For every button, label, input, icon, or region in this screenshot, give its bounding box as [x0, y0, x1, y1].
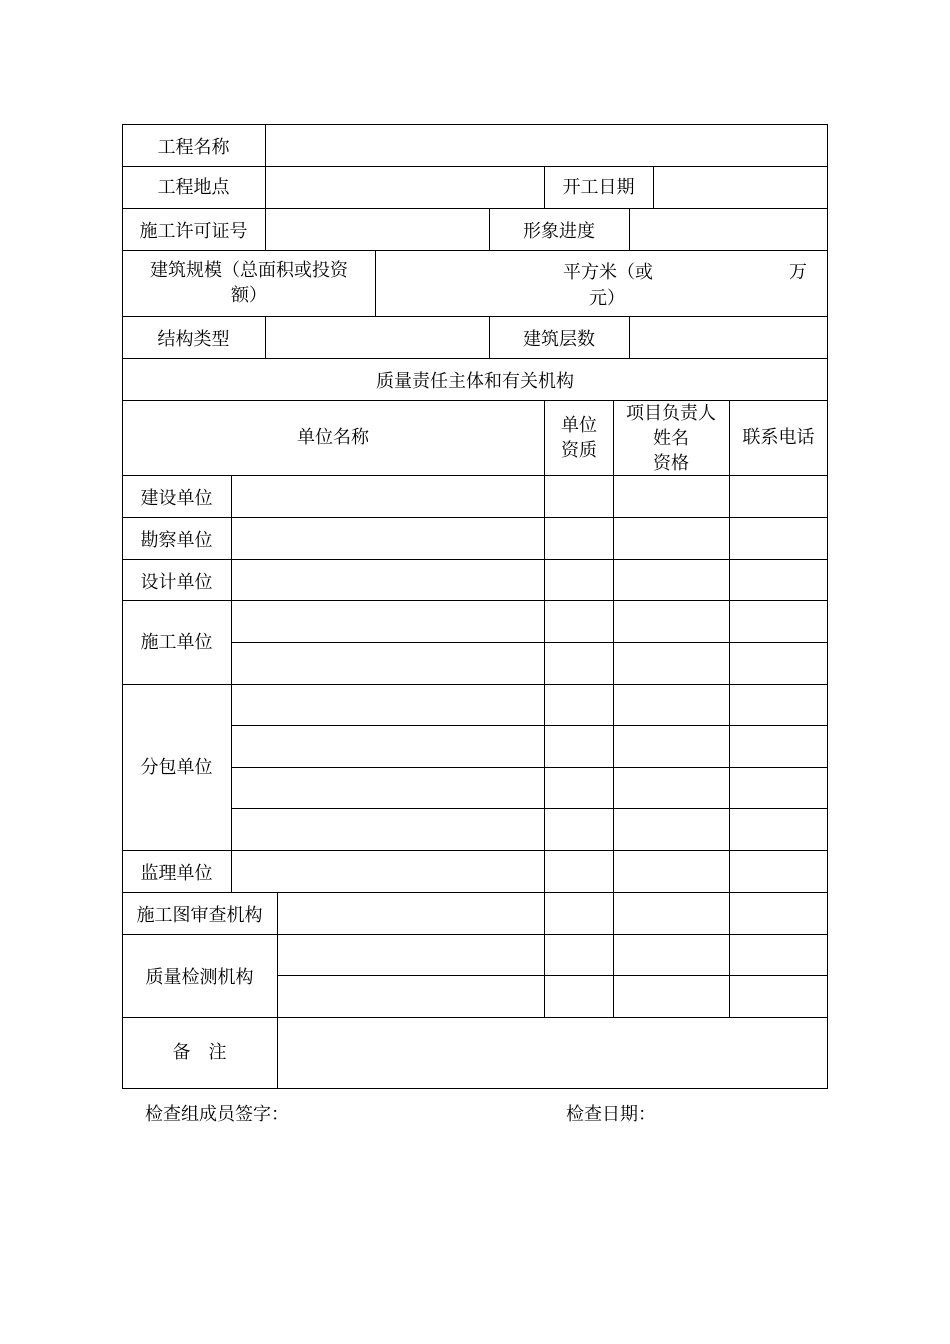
- section-title: 质量责任主体和有关机构: [376, 370, 574, 392]
- table-line: [265, 124, 266, 250]
- start-date-label: 开工日期: [562, 176, 635, 198]
- inspection-date-label: 检查日期：: [566, 1104, 656, 1125]
- header-leader-line1: 项目负责人: [626, 402, 716, 424]
- row-construction-label: 施工单位: [140, 631, 213, 653]
- progress-label: 形象进度: [523, 220, 595, 242]
- inspection-form: [122, 124, 828, 1089]
- table-line: [629, 316, 630, 358]
- table-line: [613, 400, 614, 1017]
- scale-unit-wan: 万: [789, 262, 807, 283]
- row-owner-label: 建设单位: [140, 487, 213, 509]
- table-line: [375, 250, 376, 316]
- header-unit-name: 单位名称: [297, 427, 369, 448]
- header-phone: 联系电话: [742, 427, 815, 448]
- table-line: [729, 400, 730, 1017]
- table-line: [544, 400, 545, 1017]
- table-line: [231, 642, 828, 643]
- project-name-label: 工程名称: [157, 136, 230, 158]
- table-line: [122, 1088, 828, 1089]
- table-line: [231, 475, 232, 892]
- header-leader-line3: 资格: [653, 453, 689, 474]
- table-line: [231, 725, 828, 726]
- table-line: [629, 208, 630, 250]
- header-leader-line2: 姓名: [653, 428, 689, 449]
- row-design-label: 设计单位: [140, 571, 213, 593]
- signature-label: 检查组成员签字：: [145, 1104, 289, 1125]
- table-line: [827, 124, 828, 1089]
- row-remarks-label: 备 注: [172, 1042, 227, 1063]
- scale-label: 建筑规模（总面积或投资额）: [150, 260, 348, 306]
- row-quality-testing-label: 质量检测机构: [145, 967, 254, 988]
- table-line: [653, 166, 654, 208]
- permit-no-label: 施工许可证号: [139, 220, 248, 242]
- floors-label: 建筑层数: [523, 328, 595, 350]
- row-subcontract-label: 分包单位: [140, 756, 213, 778]
- table-line: [231, 767, 828, 768]
- scale-unit-yuan: 元）: [589, 288, 625, 309]
- row-survey-label: 勘察单位: [140, 529, 213, 551]
- scale-unit-area: 平方米（或: [563, 262, 653, 283]
- project-location-label: 工程地点: [157, 176, 230, 198]
- structure-type-label: 结构类型: [157, 328, 230, 350]
- row-drawing-review-label: 施工图审查机构: [136, 904, 263, 926]
- table-line: [231, 808, 828, 809]
- row-supervision-label: 监理单位: [140, 862, 213, 884]
- table-line: [277, 892, 278, 1089]
- table-line: [277, 975, 828, 976]
- header-unit-qualification: 单位资质: [561, 415, 597, 461]
- table-line: [265, 316, 266, 358]
